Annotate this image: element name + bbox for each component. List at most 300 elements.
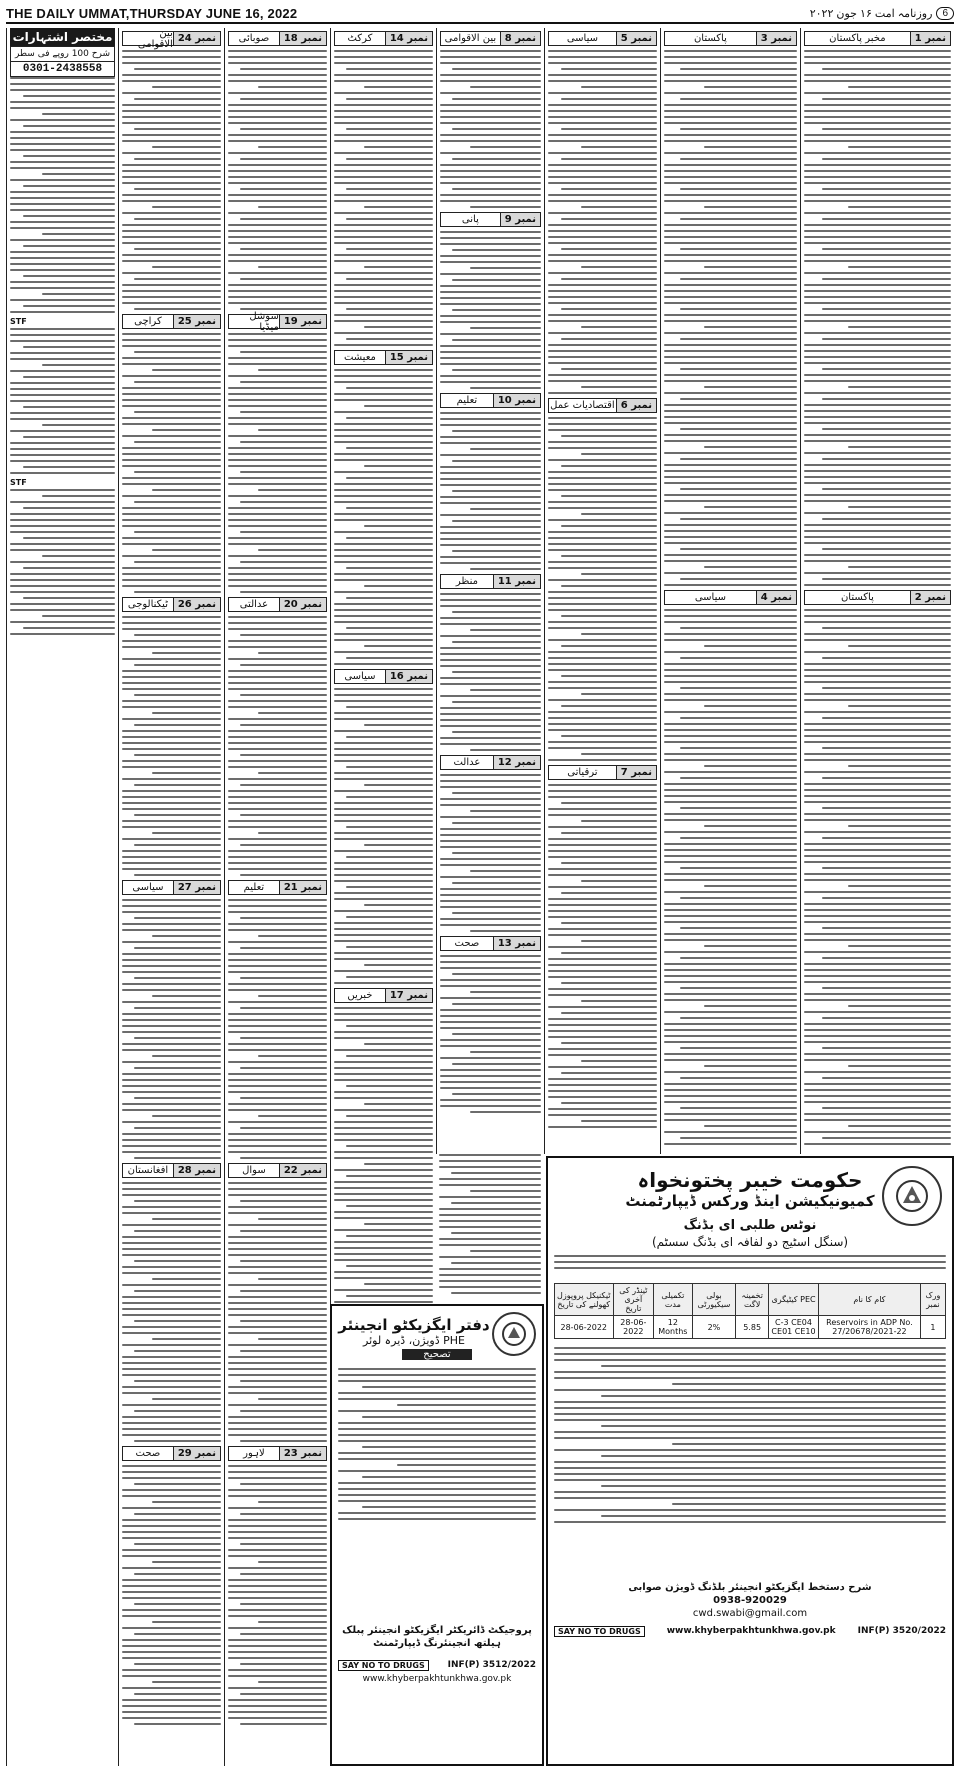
text-line	[664, 464, 797, 466]
text-line	[228, 1019, 327, 1021]
column-3	[544, 28, 660, 1154]
text-line	[548, 639, 657, 641]
section-header	[804, 31, 951, 46]
gov-terms-text	[554, 1347, 946, 1577]
text-line	[228, 760, 327, 762]
text-line	[346, 886, 433, 888]
text-line	[440, 478, 541, 480]
text-line	[338, 1452, 536, 1454]
text-line	[548, 591, 657, 593]
text-line	[804, 741, 951, 743]
text-line	[228, 1296, 327, 1298]
text-line	[804, 843, 951, 845]
text-line	[334, 579, 433, 581]
section-title: سوال	[228, 1163, 279, 1178]
text-line	[334, 80, 433, 82]
text-line	[228, 1717, 327, 1719]
text-line	[10, 585, 115, 587]
text-line	[228, 62, 327, 64]
text-line	[122, 170, 221, 172]
text-line	[440, 50, 541, 52]
text-line	[122, 730, 221, 732]
text-line	[334, 633, 433, 635]
text-line	[451, 1172, 541, 1174]
text-line	[548, 1036, 657, 1038]
text-line	[228, 923, 327, 925]
text-line	[334, 200, 433, 202]
section-header	[664, 590, 797, 605]
text-line	[258, 935, 327, 937]
text-line	[134, 1157, 221, 1159]
text-line	[228, 236, 327, 238]
text-line	[240, 1663, 327, 1665]
text-line	[548, 344, 657, 346]
text-line	[122, 1254, 221, 1256]
section-number: نمبر 25	[173, 314, 221, 329]
text-line	[228, 670, 327, 672]
text-line	[440, 1087, 541, 1089]
text-line	[440, 544, 541, 546]
text-line	[122, 543, 221, 545]
text-line	[122, 1332, 221, 1334]
page-number: 6	[936, 7, 954, 20]
text-line	[122, 1049, 221, 1051]
text-line	[664, 669, 797, 671]
text-line	[240, 1157, 327, 1159]
text-line	[554, 1389, 946, 1391]
text-line	[548, 447, 657, 449]
text-line	[822, 1137, 951, 1139]
text-line	[228, 417, 327, 419]
text-line	[804, 951, 951, 953]
text-line	[122, 923, 221, 925]
text-line	[334, 790, 433, 792]
text-line	[240, 1260, 327, 1262]
text-line	[228, 50, 327, 52]
text-line	[804, 422, 951, 424]
text-line	[804, 560, 951, 562]
text-line	[822, 398, 951, 400]
text-line	[10, 149, 115, 151]
text-line	[680, 1077, 797, 1079]
section-number: نمبر 27	[173, 880, 221, 895]
text-line	[804, 903, 951, 905]
text-line	[334, 1037, 433, 1039]
text-line	[822, 248, 951, 250]
section-body	[122, 50, 221, 310]
text-line	[346, 188, 433, 190]
text-line	[664, 759, 797, 761]
text-line	[122, 393, 221, 395]
text-line	[334, 1277, 433, 1279]
text-line	[440, 653, 541, 655]
text-line	[561, 278, 657, 280]
text-line	[822, 957, 951, 959]
text-line	[10, 167, 115, 169]
text-line	[228, 802, 327, 804]
text-line	[664, 879, 797, 881]
text-line	[122, 1145, 221, 1147]
text-line	[258, 1115, 327, 1117]
text-line	[548, 1108, 657, 1110]
text-line	[122, 302, 221, 304]
section-number: نمبر 4	[756, 590, 797, 605]
text-line	[548, 681, 657, 683]
text-line	[346, 766, 433, 768]
text-line	[346, 68, 433, 70]
gov-phone: 0938-920029	[713, 1595, 787, 1606]
text-line	[581, 753, 657, 755]
section-header	[440, 393, 541, 408]
text-line	[334, 1109, 433, 1111]
text-line	[452, 550, 541, 552]
text-line	[804, 1035, 951, 1037]
text-line	[581, 633, 657, 635]
phe-division: PHE ڈویژن، ڈیرہ لوئر	[363, 1334, 465, 1347]
text-line	[704, 705, 797, 707]
text-line	[42, 173, 116, 175]
text-line	[122, 236, 221, 238]
text-line	[122, 1687, 221, 1689]
text-line	[804, 524, 951, 526]
text-line	[334, 254, 433, 256]
text-line	[152, 549, 221, 551]
text-line	[338, 1368, 536, 1370]
text-line	[440, 997, 541, 999]
text-line	[440, 924, 541, 926]
text-line	[122, 230, 221, 232]
text-line	[346, 736, 433, 738]
text-line	[561, 68, 657, 70]
section-header	[122, 880, 221, 895]
text-line	[10, 400, 115, 402]
text-line	[152, 86, 221, 88]
text-line	[334, 838, 433, 840]
text-line	[10, 203, 115, 205]
text-line	[228, 254, 327, 256]
text-line	[440, 303, 541, 305]
text-line	[346, 98, 433, 100]
text-line	[548, 850, 657, 852]
text-line	[680, 627, 797, 629]
text-line	[440, 200, 541, 202]
text-line	[10, 549, 115, 551]
text-line	[134, 1663, 221, 1665]
text-line	[561, 1102, 657, 1104]
text-line	[334, 302, 433, 304]
text-line	[228, 1266, 327, 1268]
text-line	[122, 1121, 221, 1123]
text-line	[334, 1133, 433, 1135]
text-line	[338, 1512, 536, 1514]
tender-cell: Reservoirs in ADP No. 27/20678/2021-22	[819, 1316, 921, 1339]
text-line	[346, 706, 433, 708]
section-title: سیاسی	[664, 590, 756, 605]
text-line	[228, 104, 327, 106]
text-line	[664, 152, 797, 154]
text-line	[122, 1585, 221, 1587]
text-line	[664, 434, 797, 436]
text-line	[548, 104, 657, 106]
text-line	[364, 465, 433, 467]
text-line	[228, 302, 327, 304]
text-line	[228, 1591, 327, 1593]
text-line	[134, 1573, 221, 1575]
newspaper-page	[6, 4, 954, 1766]
text-line	[122, 1615, 221, 1617]
text-line	[346, 946, 433, 948]
text-line	[346, 567, 433, 569]
section-header	[548, 765, 657, 780]
text-line	[334, 164, 433, 166]
text-line	[228, 1061, 327, 1063]
text-line	[122, 80, 221, 82]
section-number: نمبر 12	[493, 755, 541, 770]
text-line	[228, 1374, 327, 1376]
text-line	[664, 452, 797, 454]
text-line	[440, 345, 541, 347]
text-line	[452, 279, 541, 281]
text-line	[440, 737, 541, 739]
text-line	[122, 1031, 221, 1033]
text-line	[548, 627, 657, 629]
text-line	[664, 500, 797, 502]
text-line	[134, 531, 221, 533]
text-line	[122, 718, 221, 720]
text-line	[804, 921, 951, 923]
text-line	[228, 543, 327, 545]
text-line	[228, 682, 327, 684]
text-line	[258, 1055, 327, 1057]
text-line	[346, 1175, 433, 1177]
text-line	[228, 1025, 327, 1027]
section-body	[334, 50, 433, 346]
text-line	[548, 687, 657, 689]
text-line	[822, 657, 951, 659]
text-line	[554, 1509, 946, 1511]
text-line	[10, 101, 115, 103]
text-line	[822, 68, 951, 70]
text-line	[228, 808, 327, 810]
text-line	[440, 1075, 541, 1077]
text-line	[334, 236, 433, 238]
text-line	[334, 880, 433, 882]
text-line	[134, 248, 221, 250]
gov-department: کمیونیکیشن اینڈ ورکس ڈیپارٹمنٹ	[625, 1192, 875, 1210]
text-line	[228, 1121, 327, 1123]
text-line	[228, 495, 327, 497]
text-line	[848, 825, 951, 827]
text-line	[822, 837, 951, 839]
text-line	[548, 296, 657, 298]
text-line	[228, 387, 327, 389]
section-body	[122, 1465, 221, 1725]
text-line	[804, 452, 951, 454]
text-line	[548, 182, 657, 184]
text-line	[334, 513, 433, 515]
text-line	[548, 194, 657, 196]
text-line	[804, 729, 951, 731]
text-line	[122, 1356, 221, 1358]
text-line	[228, 1651, 327, 1653]
text-line	[440, 116, 541, 118]
text-line	[548, 970, 657, 972]
text-line	[548, 50, 657, 52]
text-line	[601, 1485, 946, 1487]
text-line	[664, 254, 797, 256]
text-line	[228, 585, 327, 587]
text-line	[228, 658, 327, 660]
text-line	[152, 1055, 221, 1057]
text-line	[804, 122, 951, 124]
text-line	[548, 711, 657, 713]
text-line	[601, 1425, 946, 1427]
text-line	[364, 844, 433, 846]
text-line	[152, 429, 221, 431]
text-line	[23, 275, 115, 277]
text-line	[122, 1194, 221, 1196]
text-line	[228, 513, 327, 515]
text-line	[10, 263, 115, 265]
text-line	[822, 188, 951, 190]
text-line	[548, 459, 657, 461]
text-line	[228, 628, 327, 630]
text-line	[334, 952, 433, 954]
text-line	[804, 194, 951, 196]
text-line	[804, 633, 951, 635]
text-line	[548, 164, 657, 166]
text-line	[554, 1255, 946, 1257]
section-title: لاہور	[228, 1446, 279, 1461]
text-line	[258, 266, 327, 268]
text-line	[152, 1115, 221, 1117]
text-line	[439, 1274, 541, 1276]
text-line	[122, 1669, 221, 1671]
text-line	[439, 1166, 541, 1168]
text-line	[680, 518, 797, 520]
text-line	[397, 1464, 536, 1466]
text-line	[122, 808, 221, 810]
text-line	[704, 825, 797, 827]
text-line	[134, 1723, 221, 1725]
text-line	[804, 783, 951, 785]
text-line	[581, 513, 657, 515]
classifieds-title: مختصر اشتہارات	[10, 28, 115, 46]
text-line	[152, 369, 221, 371]
text-line	[240, 218, 327, 220]
text-line	[452, 912, 541, 914]
text-line	[470, 749, 541, 751]
text-line	[848, 1065, 951, 1067]
column-2	[660, 28, 800, 1154]
text-line	[664, 1089, 797, 1091]
text-line	[664, 909, 797, 911]
text-line	[548, 1114, 657, 1116]
text-line	[334, 495, 433, 497]
text-line	[122, 140, 221, 142]
text-line	[122, 1567, 221, 1569]
kp-gov-emblem-icon	[882, 1166, 942, 1226]
text-line	[680, 987, 797, 989]
text-line	[548, 784, 657, 786]
text-line	[440, 888, 541, 890]
text-line	[664, 789, 797, 791]
text-line	[334, 531, 433, 533]
text-line	[122, 778, 221, 780]
text-line	[362, 1416, 536, 1418]
text-line	[848, 86, 951, 88]
text-line	[548, 621, 657, 623]
text-line	[10, 633, 115, 635]
text-line	[548, 898, 657, 900]
text-line	[134, 1633, 221, 1635]
text-line	[554, 1407, 946, 1409]
text-line	[548, 236, 657, 238]
text-line	[548, 747, 657, 749]
text-line	[346, 1115, 433, 1117]
section-title: صحت	[440, 936, 493, 951]
text-line	[664, 536, 797, 538]
text-line	[258, 1398, 327, 1400]
section-number: نمبر 14	[385, 31, 433, 46]
tender-cell: 5.85	[736, 1316, 769, 1339]
text-line	[561, 465, 657, 467]
text-line	[680, 578, 797, 580]
text-line	[680, 777, 797, 779]
text-line	[440, 526, 541, 528]
text-line	[440, 297, 541, 299]
text-line	[228, 200, 327, 202]
text-line	[122, 748, 221, 750]
text-line	[440, 562, 541, 564]
text-line	[122, 1284, 221, 1286]
text-line	[664, 921, 797, 923]
text-line	[122, 1422, 221, 1424]
text-line	[10, 227, 115, 229]
text-line	[439, 1184, 541, 1186]
text-line	[228, 555, 327, 557]
text-line	[561, 495, 657, 497]
text-line	[440, 1057, 541, 1059]
text-line	[664, 939, 797, 941]
text-line	[804, 476, 951, 478]
text-line	[664, 440, 797, 442]
text-line	[134, 1483, 221, 1485]
text-line	[561, 158, 657, 160]
text-line	[548, 152, 657, 154]
text-line	[152, 1561, 221, 1563]
tender-column-header: کام کا نام	[819, 1284, 921, 1316]
text-line	[451, 1292, 541, 1294]
text-line	[804, 254, 951, 256]
text-line	[664, 380, 797, 382]
text-line	[10, 299, 115, 301]
text-line	[334, 958, 433, 960]
section-number: نمبر 11	[493, 574, 541, 589]
text-line	[440, 1039, 541, 1041]
text-line	[122, 1085, 221, 1087]
text-line	[452, 1033, 541, 1035]
text-line	[664, 476, 797, 478]
text-line	[548, 374, 657, 376]
text-line	[364, 585, 433, 587]
text-line	[122, 333, 221, 335]
text-line	[664, 524, 797, 526]
text-line	[804, 1071, 951, 1073]
section-header	[122, 28, 221, 50]
text-line	[664, 915, 797, 917]
text-line	[440, 231, 541, 233]
